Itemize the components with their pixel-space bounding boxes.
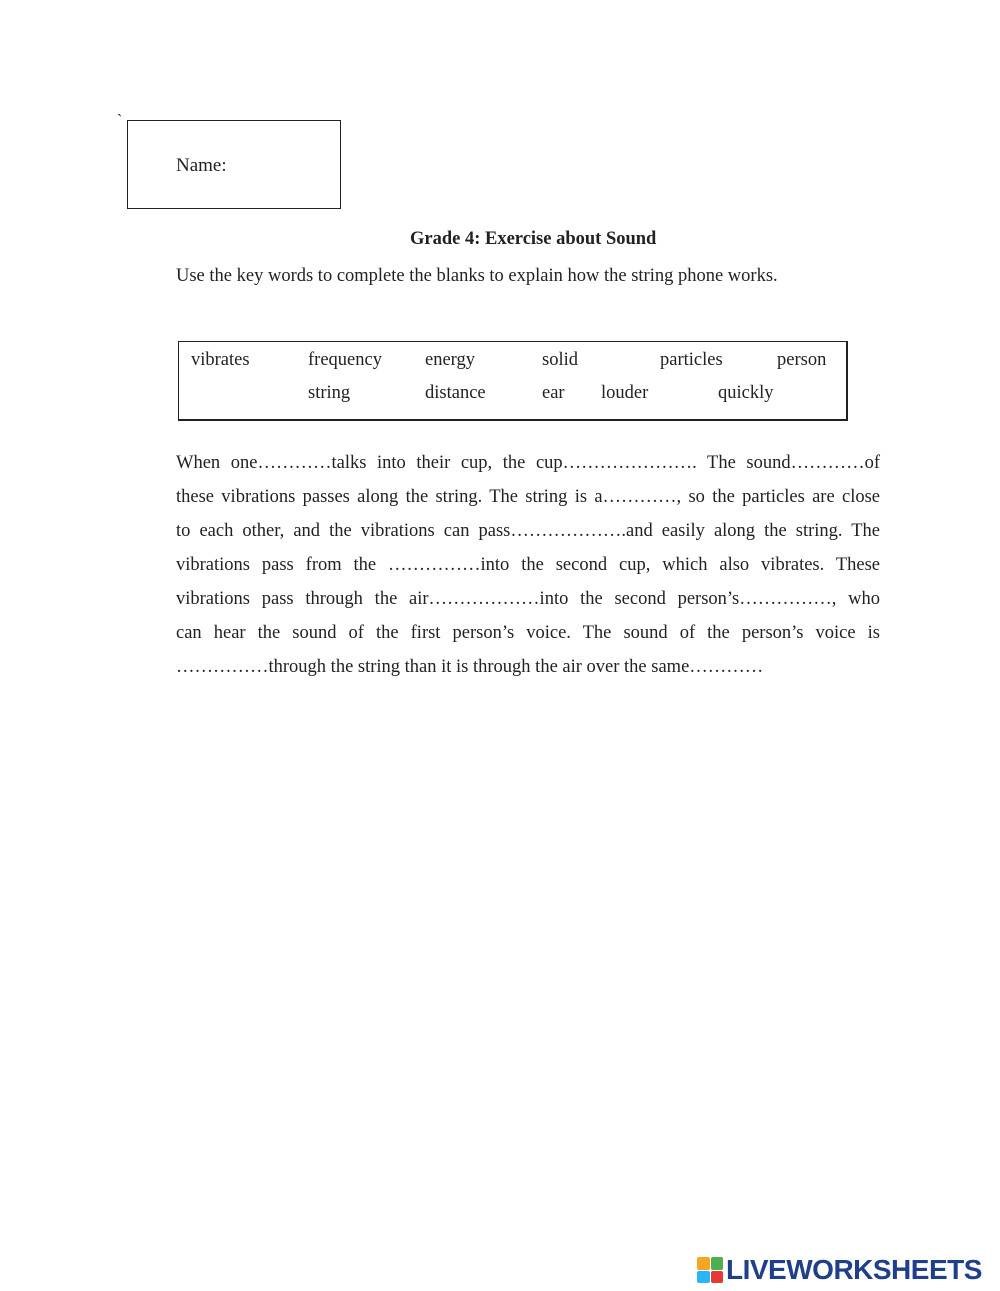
page-title: Grade 4: Exercise about Sound bbox=[410, 229, 657, 249]
word-bank-item: louder bbox=[601, 383, 649, 403]
passage-line: When one…………talks into their cup, the cup…………………. The sound…………of bbox=[176, 453, 880, 473]
word-bank-item: solid bbox=[542, 350, 578, 370]
liveworksheets-logo[interactable] bbox=[697, 1254, 982, 1286]
passage-line: to each other, and the vibrations can pass……………….and easily along the string. The bbox=[176, 521, 880, 541]
passage-line: vibrations pass through the air………………into the second person’s……………, who bbox=[176, 589, 880, 609]
word-bank-item: quickly bbox=[718, 383, 774, 403]
word-bank-item: particles bbox=[660, 350, 723, 370]
logo-square bbox=[711, 1257, 724, 1270]
logo-square bbox=[697, 1271, 710, 1284]
word-bank-item: distance bbox=[425, 383, 486, 403]
instruction-text: Use the key words to complete the blanks to explain how the string phone works. bbox=[176, 266, 778, 286]
word-bank-item: vibrates bbox=[191, 350, 250, 370]
name-label: Name: bbox=[176, 155, 227, 176]
passage-line: can hear the sound of the first person’s voice. The sound of the person’s voice is bbox=[176, 623, 880, 643]
passage-line: ……………through the string than it is through the air over the same………… bbox=[176, 657, 764, 677]
logo-text: LIVEWORKSHEETS bbox=[726, 1254, 982, 1285]
logo-square bbox=[697, 1257, 710, 1270]
passage-line: vibrations pass from the ……………into the second cup, which also vibrates. These bbox=[176, 555, 880, 575]
word-bank-item: string bbox=[308, 383, 351, 403]
word-bank-item: energy bbox=[425, 350, 475, 370]
name-box[interactable] bbox=[127, 120, 341, 209]
word-bank-item: person bbox=[777, 350, 827, 370]
word-bank-item: ear bbox=[542, 383, 565, 403]
liveworksheets-logo-icon bbox=[697, 1257, 723, 1283]
logo-square bbox=[711, 1271, 724, 1284]
stray-mark: ` bbox=[117, 112, 123, 129]
word-bank-item: frequency bbox=[308, 350, 382, 370]
passage bbox=[176, 446, 880, 684]
passage-line: these vibrations passes along the string. The string is a…………, so the particles are close bbox=[176, 487, 880, 507]
word-bank-box bbox=[178, 341, 848, 421]
